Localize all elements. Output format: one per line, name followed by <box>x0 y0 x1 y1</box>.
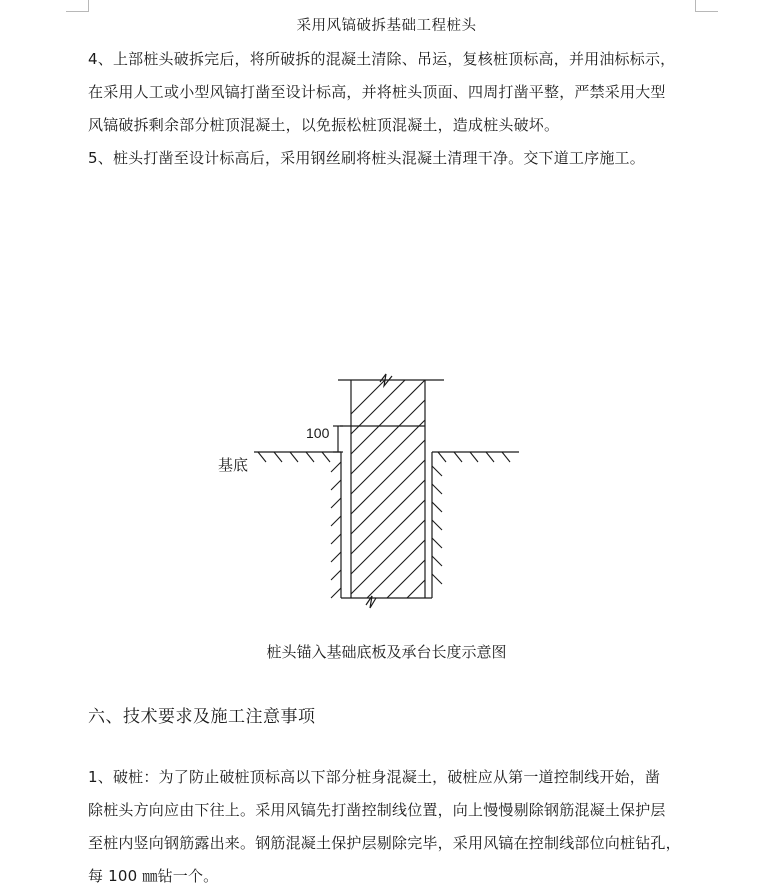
page-header-title: 采用风镐破拆基础工程桩头 <box>296 18 477 34</box>
text-line: 除桩头方向应由下往上。采用风镐先打凿控制线位置，向上慢慢剔除钢筋混凝土保护层 <box>88 801 666 819</box>
page-corner-mark-left-h <box>66 11 89 12</box>
base-label: 基底 <box>218 456 249 474</box>
text-line: 风镐破拆剩余部分桩顶混凝土，以免振松桩顶混凝土，造成桩头破坏。 <box>88 116 560 134</box>
text-line: 1、破桩：为了防止破桩顶标高以下部分桩身混凝土，破桩应从第一道控制线开始，凿 <box>88 768 661 786</box>
pile-anchorage-diagram <box>0 360 773 610</box>
text-line: 在采用人工或小型风镐打凿至设计标高，并将桩头顶面、四周打凿平整，严禁采用大型 <box>88 83 666 101</box>
text-line: 4、上部桩头破拆完后，将所破拆的混凝土清除、吊运，复核桩顶标高，并用油标标示， <box>88 50 676 68</box>
page-corner-mark-right-h <box>695 11 718 12</box>
dimension-label: 100 <box>306 425 330 441</box>
text-line: 每 100 ㎜钻一个。 <box>88 867 219 885</box>
diagram-caption: 桩头锚入基础底板及承台长度示意图 <box>266 643 507 661</box>
paragraph-pile-breaking <box>88 761 698 893</box>
text-line: 至桩内竖向钢筋露出来。钢筋混凝土保护层剔除完毕，采用风镐在控制线部位向桩钻孔， <box>88 834 681 852</box>
paragraph-steps-4-5 <box>88 43 698 175</box>
text-line: 5、桩头打凿至设计标高后，采用钢丝刷将桩头混凝土清理干净。交下道工序施工。 <box>88 149 645 167</box>
section-heading: 六、技术要求及施工注意事项 <box>88 707 316 727</box>
